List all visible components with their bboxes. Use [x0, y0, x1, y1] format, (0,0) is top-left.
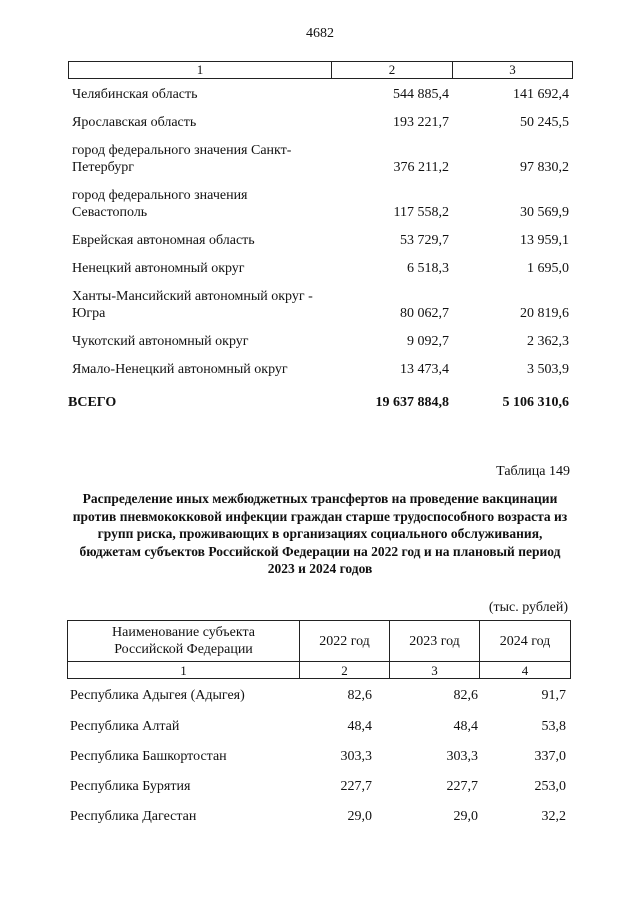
value-2023: 48,4	[453, 719, 478, 734]
header-2023: 2023 год	[390, 621, 480, 661]
region-name: Республика Адыгея (Адыгея)	[70, 688, 245, 703]
value-col2: 117 558,2	[393, 205, 449, 220]
table2-col-number: 3	[390, 661, 480, 678]
region-name: Республика Дагестан	[70, 809, 197, 824]
total-col2: 19 637 884,8	[375, 395, 449, 410]
region-name: Ханты-Мансийский автономный округ - Югра	[72, 289, 313, 321]
value-col2: 376 211,2	[393, 160, 449, 175]
value-col2: 9 092,7	[407, 334, 449, 349]
header-2022: 2022 год	[300, 621, 390, 661]
region-name: город федерального значения Санкт-Петербург	[72, 143, 292, 175]
table2-col-number: 1	[68, 661, 300, 678]
value-col2: 80 062,7	[400, 306, 449, 321]
total-label: ВСЕГО	[68, 395, 117, 410]
total-col3: 5 106 310,6	[502, 395, 569, 410]
region-name: Челябинская область	[72, 87, 198, 102]
value-2023: 227,7	[446, 779, 478, 794]
value-2022: 29,0	[347, 809, 372, 824]
value-2024: 53,8	[541, 719, 566, 734]
value-col2: 544 885,4	[393, 87, 449, 102]
table2-header	[67, 620, 571, 679]
value-2024: 253,0	[534, 779, 566, 794]
region-name: Ярославская область	[72, 115, 197, 130]
value-2023: 82,6	[453, 688, 478, 703]
value-col2: 6 518,3	[407, 261, 449, 276]
page-number: 4682	[306, 26, 334, 41]
region-name: Республика Алтай	[70, 719, 180, 734]
region-name: Республика Башкортостан	[70, 749, 227, 764]
region-name: Ямало-Ненецкий автономный округ	[72, 362, 288, 377]
value-2022: 82,6	[347, 688, 372, 703]
table2-col-number: 2	[300, 661, 390, 678]
value-col3: 1 695,0	[527, 261, 569, 276]
header-2024: 2024 год	[499, 633, 551, 649]
value-col3: 13 959,1	[520, 233, 569, 248]
value-2023: 29,0	[453, 809, 478, 824]
table1-col-number: 1	[69, 62, 332, 78]
table-title: Распределение иных межбюджетных трансфертов на проведение вакцинации против пневмококковой инфекции граждан старше трудоспособного возраста из групп риска, проживающих в организациях социального обслуживания, бюджетам субъектов Российской Федерации на 2022 год и на плановый период 2023 и 2024 годов	[72, 491, 568, 577]
value-2024: 337,0	[534, 749, 566, 764]
region-name: Еврейская автономная область	[72, 233, 255, 248]
header-region-name: Наименование субъекта Российской Федерации	[68, 621, 300, 661]
region-name: Чукотский автономный округ	[72, 334, 249, 349]
value-col3: 2 362,3	[527, 334, 569, 349]
value-col2: 193 221,7	[393, 115, 449, 130]
region-name: Ненецкий автономный округ	[72, 261, 245, 276]
table1-column-numbers	[68, 61, 573, 79]
table1-col-number: 2	[332, 62, 453, 78]
value-2024: 91,7	[541, 688, 566, 703]
region-name: Республика Бурятия	[70, 779, 191, 794]
value-2024: 32,2	[541, 809, 566, 824]
value-col2: 13 473,4	[400, 362, 449, 377]
value-2022: 227,7	[340, 779, 372, 794]
region-name: город федерального значения Севастополь	[72, 188, 248, 220]
value-col2: 53 729,7	[400, 233, 449, 248]
units-label: (тыс. рублей)	[488, 600, 568, 615]
table-number-label: Таблица 149	[496, 464, 570, 479]
table2-col-number: 4	[480, 661, 570, 678]
value-2022: 48,4	[347, 719, 372, 734]
value-col3: 30 569,9	[520, 205, 569, 220]
table1-col-number: 3	[509, 62, 516, 77]
value-col3: 97 830,2	[520, 160, 569, 175]
value-col3: 20 819,6	[520, 306, 569, 321]
value-col3: 141 692,4	[513, 87, 569, 102]
value-2023: 303,3	[446, 749, 478, 764]
value-col3: 50 245,5	[520, 115, 569, 130]
value-col3: 3 503,9	[527, 362, 569, 377]
value-2022: 303,3	[340, 749, 372, 764]
